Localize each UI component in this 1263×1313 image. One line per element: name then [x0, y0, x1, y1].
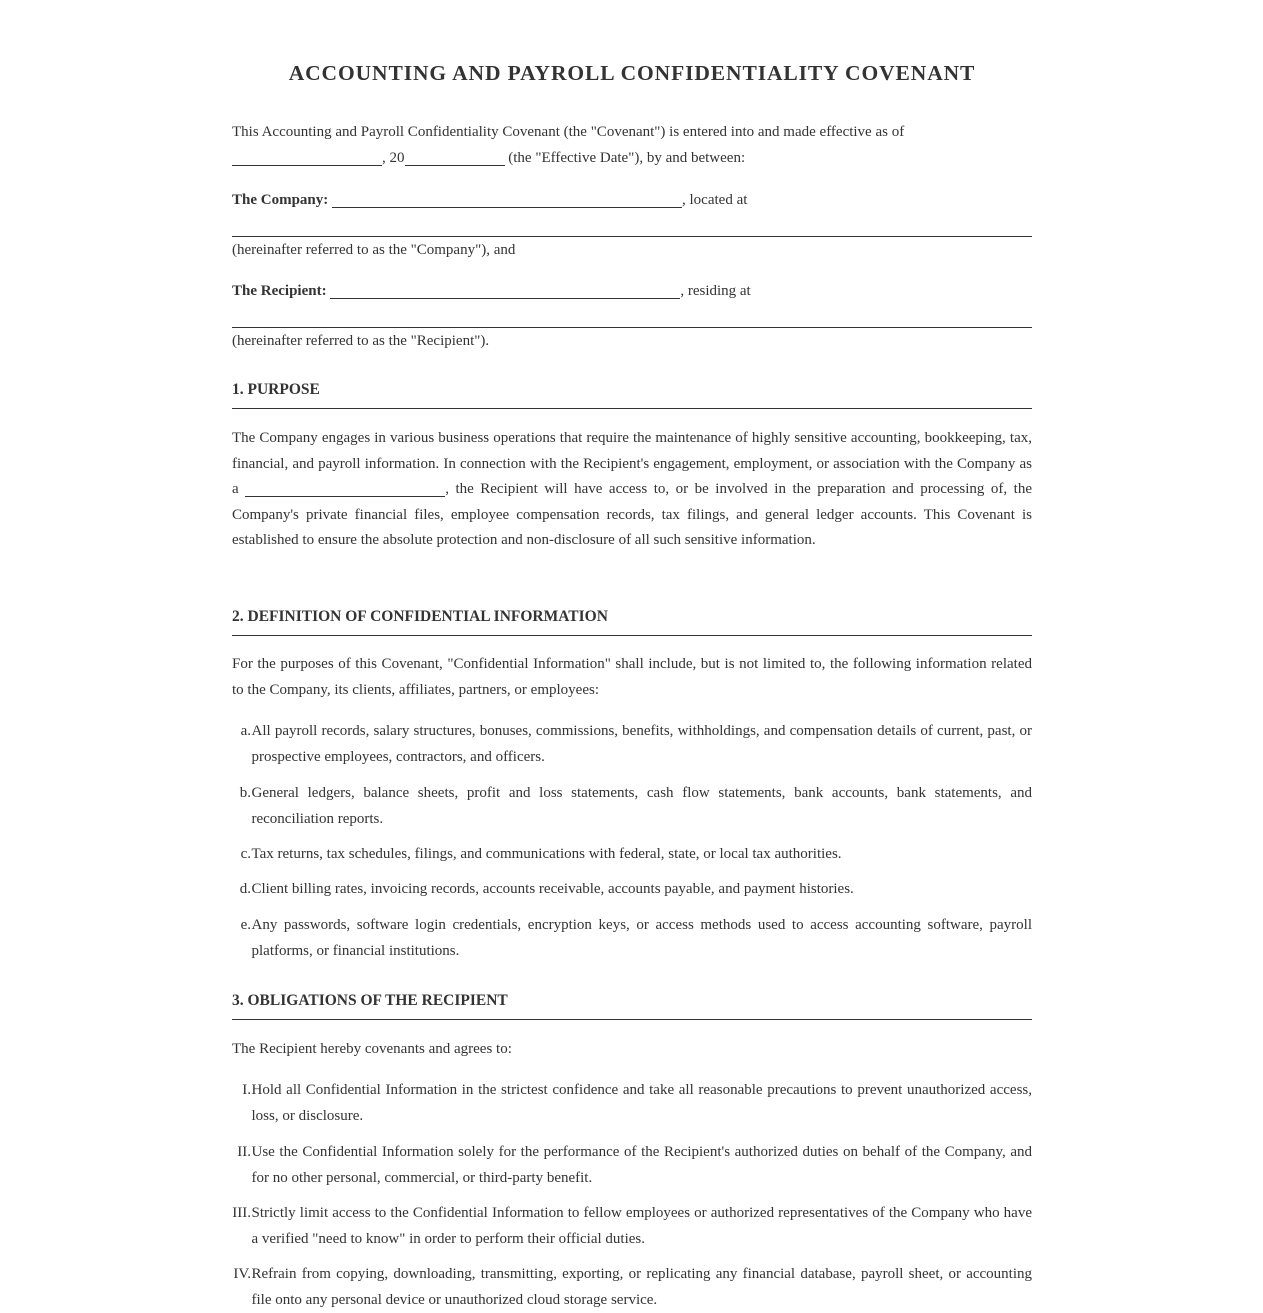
list-item-text: Hold all Confidential Information in the strictest confidence and take all reasonable precautions to prevent unauthorized access, loss, or disclosure. — [251, 1082, 1032, 1124]
list-marker: a. — [240, 723, 251, 739]
definition-intro: For the purposes of this Covenant, "Confidential Information" shall include, but is not limited to, the following information related to the Company, its clients, affiliates, partners, or employees: — [232, 656, 1032, 698]
intro-paragraph — [232, 120, 1032, 171]
list-marker: III. — [232, 1205, 251, 1221]
list-item-text: Tax returns, tax schedules, filings, and communications with federal, state, or local tax authorities. — [251, 846, 842, 862]
section-heading-definition: 2. DEFINITION OF CONFIDENTIAL INFORMATION — [232, 606, 1032, 636]
section-heading-purpose: 1. PURPOSE — [232, 379, 1032, 409]
obligations-intro: The Recipient hereby covenants and agrees to: — [232, 1041, 512, 1057]
company-suffix: , located at — [682, 192, 748, 208]
list-item — [232, 1078, 1032, 1129]
recipient-label: The Recipient: — [232, 283, 327, 299]
list-item — [232, 913, 1032, 964]
list-marker: c. — [240, 846, 251, 862]
purpose-paragraph — [232, 426, 1032, 554]
intro-text: This Accounting and Payroll Confidentiality Covenant (the "Covenant") is entered into and made effective as of — [232, 124, 905, 140]
year-blank[interactable] — [405, 148, 505, 166]
list-marker: I. — [242, 1082, 251, 1098]
list-marker: d. — [239, 881, 251, 897]
purpose-text-after: , the Recipient will have access to, or be involved in the preparation and processing of, the Company's private financial files, employee compensation records, tax filings, and general ledger accounts. This Covenant is established to ensure the absolute protection and non-disclosure of all such sensitive information. — [232, 481, 1033, 549]
list-item — [232, 1262, 1032, 1313]
company-address-blank[interactable] — [232, 236, 1032, 237]
effective-date-blank[interactable] — [232, 148, 382, 166]
recipient-referred: (hereinafter referred to as the "Recipient"). — [232, 333, 490, 349]
list-item-text: General ledgers, balance sheets, profit and loss statements, cash flow statements, bank accounts, bank statements, and reconciliation reports. — [251, 785, 1032, 827]
document-title: ACCOUNTING AND PAYROLL CONFIDENTIALITY COVENANT — [288, 61, 976, 85]
list-item-text: All payroll records, salary structures, bonuses, commissions, benefits, withholdings, and compensation details of current, past, or prospective employees, contractors, and officers. — [251, 723, 1032, 765]
list-item — [232, 719, 1032, 770]
company-referred: (hereinafter referred to as the "Company"), and — [232, 242, 516, 258]
purpose-text: The Company engages in various business operations that require the maintenance of highly sensitive accounting, bookkeeping, tax, financial, and payroll information. In connection with the Recipient's engagement, employment, or association with the Company as a — [232, 430, 1032, 498]
list-item-text: Strictly limit access to the Confidential Information to fellow employees or authorized representatives of the Company who have a verified "need to know" in order to perform their official duties. — [251, 1205, 1032, 1247]
list-item-text: Client billing rates, invoicing records, accounts receivable, accounts payable, and payment histories. — [251, 881, 854, 897]
list-item-text: Refrain from copying, downloading, transmitting, exporting, or replicating any financial database, payroll sheet, or accounting file onto any personal device or unauthorized cloud storage service. — [251, 1266, 1032, 1308]
list-marker: IV. — [233, 1266, 251, 1282]
list-item — [232, 842, 1032, 868]
company-name-blank[interactable] — [332, 190, 682, 208]
section-heading-obligations: 3. OBLIGATIONS OF THE RECIPIENT — [232, 990, 1032, 1020]
list-marker: b. — [239, 785, 251, 801]
company-label: The Company: — [232, 192, 329, 208]
recipient-address-blank[interactable] — [232, 327, 1032, 328]
list-item — [232, 781, 1032, 832]
list-item-text: Any passwords, software login credentials, encryption keys, or access methods used to access accounting software, payroll platforms, or financial institutions. — [251, 917, 1032, 959]
list-item — [232, 1201, 1032, 1252]
company-line — [232, 189, 1032, 211]
list-marker: e. — [240, 917, 251, 933]
recipient-name-blank[interactable] — [330, 281, 680, 299]
list-marker: II. — [237, 1144, 251, 1160]
list-item — [232, 877, 1032, 903]
year-prefix: , 20 — [382, 149, 405, 166]
recipient-line — [232, 280, 1032, 302]
list-item-text: Use the Confidential Information solely for the performance of the Recipient's authorized duties on behalf of the Company, and for no other personal, commercial, or third-party benefit. — [251, 1144, 1032, 1186]
recipient-suffix: , residing at — [680, 283, 751, 299]
role-blank[interactable] — [245, 479, 445, 497]
intro-text-after: (the "Effective Date"), by and between: — [508, 149, 746, 166]
list-item — [232, 1140, 1032, 1191]
